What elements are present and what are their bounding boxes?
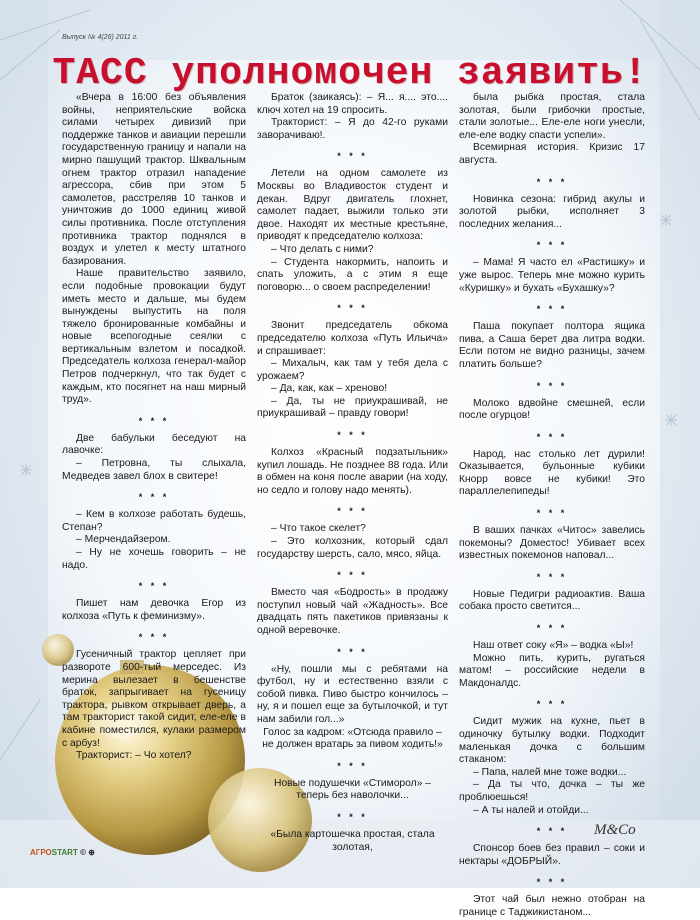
text-paragraph: Браток (заикаясь): – Я... я.... это.... ключ хотел на 19 спросить. <box>257 92 448 116</box>
section-divider: * * * <box>138 632 170 643</box>
footer-marks: © ⊕ <box>80 848 95 857</box>
text-paragraph: – Кем в колхозе работать будешь, Степан? <box>62 509 246 533</box>
text-column-1 <box>62 92 246 763</box>
text-paragraph: Новинка сезона: гибрид акулы и золотой рыбки, исполняет 3 последних желания... <box>459 193 645 230</box>
text-paragraph: Новые подушечки «Стиморол» – теперь без наволочки... <box>274 777 431 802</box>
brand-start: START <box>51 848 78 857</box>
text-paragraph: – Да, ты не приукрашивай, не приукрашивай – правду говори! <box>257 395 448 420</box>
section-divider: * * * <box>138 415 170 426</box>
text-paragraph: – Мама! Я часто ел «Растишку» и уже вырос. Теперь мне можно курить «Куришку» и бухать «Бухашку»? <box>459 257 645 294</box>
text-paragraph: Две бабульки беседуют на лавочке: <box>62 432 246 457</box>
text-paragraph: «Была картошечка простая, стала золотая, <box>270 828 435 853</box>
text-paragraph: Звонит председатель обкома председателю колхоза «Путь Ильича» и спрашивает: <box>257 320 448 357</box>
text-paragraph: – А ты налей и отойди... <box>473 804 589 816</box>
text-paragraph: Молоко вдвойне смешней, если после огурцов! <box>459 397 645 422</box>
page-title: ТАСС уполномочен заявить! <box>52 52 648 95</box>
section-divider: * * * <box>337 151 368 162</box>
section-divider: * * * <box>337 760 368 771</box>
text-paragraph: Голос за кадром: «Отсюда правило – не должен вратарь за пивом ходить!» <box>262 726 443 751</box>
text-paragraph: Народ, нас столько лет дурили! Оказывается, бульонные кубики Кнорр вовсе не кубики! Это параллелепипеды! <box>459 448 645 498</box>
text-paragraph: Новые Педигри радиоактив. Ваша собака просто светится... <box>459 588 645 613</box>
text-paragraph: Гусеничный трактор цепляет при развороте 600-тый мерседес. Из мерина вылезает в бешенстве браток, запрыгивает на гусеницу трактора, рывком открывает дверь, а там тракторист такой сидит, еле-еле в кабине поместился, кулаки размером с арбуз! <box>62 649 246 749</box>
text-paragraph: – Мерчендайзером. <box>76 534 171 546</box>
text-paragraph: была рыбка простая, стала золотая, были грибочки простые, стали золотые... Еле-еле ноги унесли, еле-еле водку спасти успели». <box>459 92 645 141</box>
footer-brand <box>30 848 95 857</box>
section-divider: * * * <box>536 508 568 519</box>
section-divider: * * * <box>536 699 568 710</box>
section-divider: * * * <box>337 430 368 441</box>
brand-agro: АГРО <box>30 848 52 857</box>
section-divider: * * * <box>536 304 568 315</box>
section-divider: * * * <box>337 506 368 517</box>
text-paragraph: Наше правительство заявило, если подобные провокации будут иметь место и дальше, мы будем вынуждены выпустить на поля тяжело бронированные комбайны и новые всепогодные сеялки с вертикальным взлетом и посадкой. Председатель колхоза генерал-майор Петров подчеркнул, что так будет с каждым, кто посягнет на наш мирный труд». <box>62 268 246 406</box>
text-paragraph: В ваших пачках «Читос» завелись покемоны? Доместос! Убивает всех известных покемонов наповал... <box>459 525 645 562</box>
text-paragraph: – Ну не хочешь говорить – не надо. <box>62 547 246 571</box>
author-signature: M&Co <box>594 822 636 838</box>
text-paragraph: Спонсор боев без правил – соки и нектары «ДОБРЫЙ». <box>459 843 645 867</box>
section-divider: * * * <box>536 877 568 888</box>
text-paragraph: Вместо чая «Бодрость» в продажу поступил новый чай «Жадность». Все двадцать пять пакетиков привязаны к одной веревочке. <box>257 587 448 636</box>
text-column-2 <box>257 92 448 854</box>
text-paragraph: «Вчера в 16:00 без объявления войны, неприятельские войска силами четырех дивизий при поддержке танков и авиации перешли государственную границу и напали на мирно пашущий трактор. Шквальным огнем трактор отразил нападение агрессора, сбив при этом 5 самолетов, расстреляв 10 танков и уничтожив до 1000 единиц живой силы противника. После отступления противника трактор поднялся в воздух и улетел к месту штатного базирования. <box>62 92 246 267</box>
text-paragraph: Летели на одном самолете из Москвы во Владивосток студент и декан. Вдруг двигатель глохнет, самолет падает, выжили только эти двое. Находят их местные крестьяне, приводят к председателю колхоза: <box>257 168 448 243</box>
text-paragraph: – Это колхозник, который сдал государству шерсть, сало, мясо, яйца. <box>257 536 448 560</box>
text-paragraph: Этот чай был нежно отобран на границе с Таджикистаном... <box>459 894 645 918</box>
text-paragraph: Пишет нам девочка Егор из колхоза «Путь к феминизму». <box>62 598 246 622</box>
text-paragraph: – Студента накормить, напоить и спать уложить, а с этим я еще поговорю... о своем распределении! <box>257 256 448 293</box>
text-paragraph: – Да ты что, дочка – ты же проблюешься! <box>459 779 645 803</box>
section-divider: * * * <box>536 623 568 634</box>
section-divider: * * * <box>536 431 568 442</box>
text-paragraph: Колхоз «Красный подзатыльник» купил лошадь. Не позднее 88 года. Или в обмен на коня после аварии (на ходу, но седло и голову надо менять). <box>257 447 448 496</box>
section-divider: * * * <box>536 176 568 187</box>
text-paragraph: – Что делать с ними? <box>271 243 374 255</box>
text-paragraph: Можно пить, курить, ругаться матом! – российские недели в Макдоналдс. <box>459 652 645 689</box>
text-paragraph: – Папа, налей мне тоже водки... <box>473 766 627 778</box>
section-divider: * * * <box>337 570 368 581</box>
section-divider: * * * <box>138 581 170 592</box>
section-divider: * * * <box>337 303 368 314</box>
section-divider: * * * <box>138 492 170 503</box>
section-divider: * * * <box>536 380 568 391</box>
section-divider: * * * <box>536 826 568 837</box>
text-paragraph: Тракторист: – Чо хотел? <box>76 750 192 762</box>
text-paragraph: Всемирная история. Кризис 17 августа. <box>459 142 645 166</box>
text-paragraph: – Михалыч, как там у тебя дела с урожаем? <box>257 358 448 382</box>
text-paragraph: – Да, как, как – хреново! <box>271 383 388 395</box>
text-paragraph: Паша покупает полтора ящика пива, а Саша берет два литра водки. Если потом не видно разницы, зачем платить больше? <box>459 321 645 370</box>
section-divider: * * * <box>337 646 368 657</box>
text-paragraph: – Что такое скелет? <box>271 523 366 535</box>
text-column-3 <box>459 92 645 920</box>
text-paragraph: – Петровна, ты слыхала, Медведев завел блох в свитере! <box>62 458 246 482</box>
text-paragraph: Сидит мужик на кухне, пьет в одиночку бутылку водки. Подходит маленькая дочка с большим стаканом: <box>459 716 645 766</box>
text-paragraph: «Ну, пошли мы с ребятами на футбол, ну и естественно взяли с собой пивка. Пиво быстро кончилось – ну, я и пошел еще за бутылочкой, и тут нам забили гол...» <box>257 663 448 725</box>
issue-number: Выпуск № 4(26) 2011 г. <box>62 34 139 41</box>
text-paragraph: Тракторист: – Я до 42-го руками заворачиваю!. <box>257 117 448 141</box>
section-divider: * * * <box>337 811 368 822</box>
section-divider: * * * <box>536 240 568 251</box>
text-paragraph: Наш ответ соку «Я» – водка «Ы»! <box>473 640 634 652</box>
section-divider: * * * <box>536 571 568 582</box>
